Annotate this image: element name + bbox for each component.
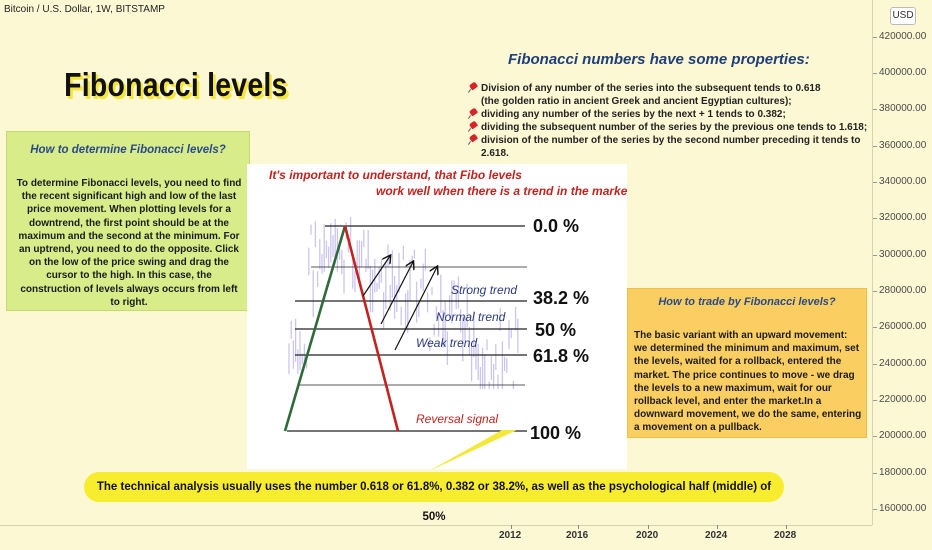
price-tick-label: 220000.00 <box>879 394 927 405</box>
fibonacci-diagram-svg <box>247 164 627 469</box>
price-tick-label: 400000.00 <box>879 67 927 78</box>
level-label-618: 61.8 % <box>533 346 590 366</box>
property-item: dividing any number of the series by the next + 1 tends to 0.382; <box>469 108 869 121</box>
fibonacci-diagram <box>247 164 627 469</box>
trade-levels-note <box>627 288 867 438</box>
price-tick-label: 200000.00 <box>879 430 927 441</box>
properties-list <box>469 82 869 160</box>
time-tick-label: 2024 <box>705 530 728 541</box>
level-label-50: 50 % <box>535 320 577 340</box>
price-tick-label: 260000.00 <box>879 321 927 332</box>
price-tick-label: 380000.00 <box>879 103 927 114</box>
trade-levels-body: The basic variant with an upward movement: we determined the minimum and maximum, set the levels, waited for a rollback, entered the market. The price continues to move - we drag the levels to a new maximum, wait for our rollback level, and enter the market.In a downward movement, we do the same, entering a movement on a pullback. <box>634 330 862 434</box>
weak-trend-label: Weak trend <box>416 336 478 350</box>
price-tick-label: 320000.00 <box>879 212 927 223</box>
level-label-100: 100 % <box>530 423 582 443</box>
price-tick-label: 160000.00 <box>879 503 927 514</box>
level-label-0: 0.0 % <box>533 216 580 236</box>
reversal-signal-label: Reversal signal <box>416 412 499 426</box>
properties-heading: Fibonacci numbers have some properties: <box>508 51 810 68</box>
time-tick-label: 2028 <box>774 530 797 541</box>
pushpin-icon <box>469 109 478 118</box>
callout-pointer <box>427 430 517 469</box>
note-line-1: It's important to understand, that Fibo levels <box>269 168 522 182</box>
property-item: dividing the subsequent number of the series by the previous one tends to 1.618; <box>469 121 869 134</box>
determine-levels-body: To determine Fibonacci levels, you need to find the recent significant high and low of the last price movement. When plotting levels for a downtrend, the first point should be at the maximum and the second at the minimum. For an uptrend, you need to do the opposite. Click on the low of the price swing and drag the cursor to the high. In this case, the construction of levels always occurs from left to right. <box>16 178 242 308</box>
normal-trend-label: Normal trend <box>436 310 506 324</box>
pushpin-icon <box>469 83 478 92</box>
trade-levels-heading: How to trade by Fibonacci levels? <box>658 296 836 308</box>
price-tick-label: 340000.00 <box>879 176 927 187</box>
pushpin-icon <box>469 135 478 144</box>
note-line-2: work well when there is a trend in the market. <box>376 184 627 198</box>
price-tick-label: 180000.00 <box>879 467 927 478</box>
property-item: Division of any number of the series into the subsequent tends to 0.618 <box>469 82 869 95</box>
time-tick-label: 2020 <box>636 530 659 541</box>
price-tick-label: 360000.00 <box>879 140 927 151</box>
price-tick-label: 240000.00 <box>879 358 927 369</box>
level-label-382: 38.2 % <box>533 288 590 308</box>
property-item: (the golden ratio in ancient Greek and ancient Egyptian cultures); <box>481 96 792 107</box>
time-tick-label: 2012 <box>499 530 522 541</box>
determine-levels-note <box>6 131 250 311</box>
determine-levels-heading: How to determine Fibonacci levels? <box>30 144 226 156</box>
property-item: division of the number of the series by the second number preceding it tends to 2.618. <box>469 134 869 160</box>
symbol-label: Bitcoin / U.S. Dollar, 1W, BITSTAMP <box>4 4 165 15</box>
strong-trend-label: Strong trend <box>451 283 518 297</box>
price-tick-label: 300000.00 <box>879 249 927 260</box>
summary-banner: The technical analysis usually uses the number 0.618 or 61.8%, 0.382 or 38.2%, as well as the psychological half (middle) of 50% <box>84 472 784 502</box>
main-title: Fibonacci levels <box>64 66 288 103</box>
price-tick-label: 420000.00 <box>879 31 927 42</box>
price-axis[interactable] <box>872 0 932 525</box>
currency-button[interactable]: USD <box>890 7 916 25</box>
time-tick-label: 2016 <box>566 530 589 541</box>
pushpin-icon <box>469 122 478 131</box>
price-tick-label: 280000.00 <box>879 285 927 296</box>
